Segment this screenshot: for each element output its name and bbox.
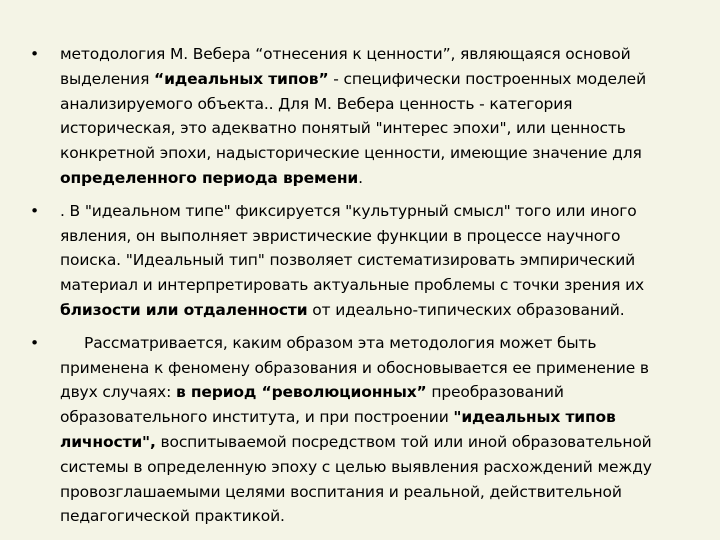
bullet-text-2-seg-2: близости или отдаленности bbox=[60, 300, 308, 319]
bullet-text-3-seg-3: преобразований образовательного института, и при построении bbox=[60, 383, 564, 427]
bullet-icon: • bbox=[30, 333, 39, 352]
bullet-text-3-seg-1: Рассматривается, каким образом эта методология может быть применена к феномену образования и обосновывается ее применение в двух случаях: bbox=[60, 333, 649, 402]
bullet-text-1-seg-2: “идеальных типов” bbox=[154, 69, 329, 88]
bullet-text-1-seg-4: определенного периода времени bbox=[60, 168, 359, 187]
bullet-list bbox=[30, 42, 685, 537]
bullet-text-3-seg-5: воспитываемой посредством той или иной образовательной системы в определенную эпоху с целью выявления расхождений между провозглашаемыми целями воспитания и реальной, действительной педагогической практикой. bbox=[60, 432, 652, 526]
bullet-text-3-seg-4: "идеальных типов личности", bbox=[60, 408, 616, 451]
bullet-text-3-seg-2: в период “революционных” bbox=[175, 383, 427, 402]
bullet-text-1-seg-1: методология М. Вебера “отнесения к ценности”, являющаяся основой выделения bbox=[60, 45, 631, 88]
bullet-item-1 bbox=[30, 42, 685, 191]
bullet-text-1-seg-5: . bbox=[358, 168, 363, 187]
bullet-icon: • bbox=[30, 45, 39, 63]
bullet-icon: • bbox=[30, 201, 39, 220]
bullet-item-2 bbox=[30, 199, 685, 323]
bullet-item-3 bbox=[30, 331, 685, 529]
bullet-text-2-seg-3: от идеально-типических образований. bbox=[307, 300, 625, 319]
bullet-text-2-seg-1: . В "идеальном типе" фиксируется "культурный смысл" того или иного явления, он выполняет эвристические функции в процессе научного поиска. "Идеальный тип" позволяет систематизировать эмпирический материал и интерпретировать актуальные проблемы с точки зрения их bbox=[60, 201, 645, 295]
bullet-text-1-seg-3: - специфически построенных моделей анализируемого объекта.. Для М. Вебера ценность - категория историческая, это адекватно понятый "интерес эпохи", или ценность конкретной эпохи, надысторические ценности, имеющие значение для bbox=[60, 69, 646, 163]
